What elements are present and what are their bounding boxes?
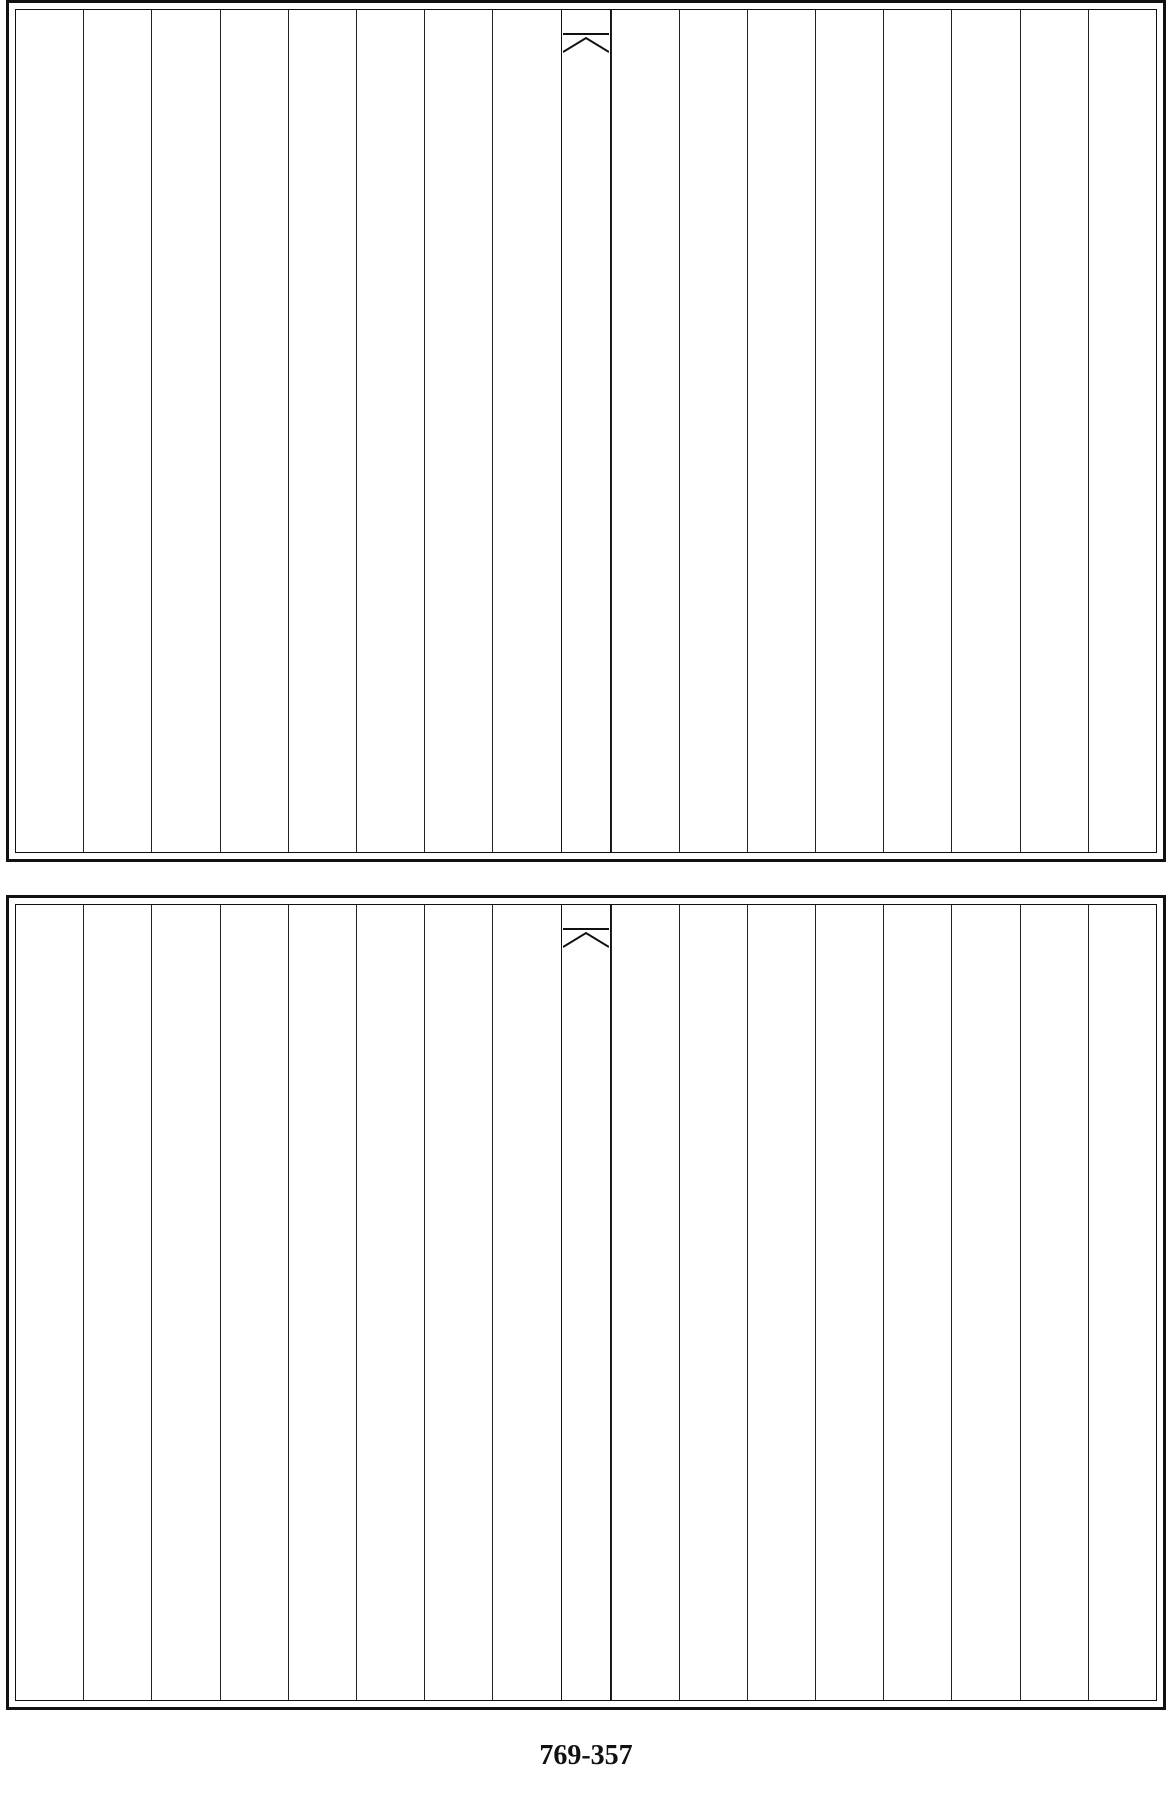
- text-column: [220, 905, 288, 1700]
- text-column: [815, 10, 883, 852]
- top-column-grid: [15, 9, 1157, 853]
- text-column: [951, 905, 1019, 1700]
- text-column: [679, 905, 747, 1700]
- text-column: [16, 905, 83, 1700]
- text-column: [151, 10, 219, 852]
- text-column: [424, 905, 492, 1700]
- page-number: 769-357: [539, 1740, 633, 1771]
- text-column: [1020, 905, 1088, 1700]
- text-column: [611, 905, 679, 1700]
- text-column: [83, 905, 151, 1700]
- text-column: [424, 10, 492, 852]
- bottom-half-page: [6, 895, 1166, 1710]
- text-column: [679, 10, 747, 852]
- text-column: [220, 10, 288, 852]
- text-column: [356, 10, 424, 852]
- text-column: [747, 905, 815, 1700]
- text-column: [883, 10, 951, 852]
- text-column: [815, 905, 883, 1700]
- fold-strip: [561, 905, 611, 1700]
- text-column: [951, 10, 1019, 852]
- text-column: [151, 905, 219, 1700]
- text-column: [1088, 905, 1156, 1700]
- text-column: [1088, 10, 1156, 852]
- fish-tail-icon: [563, 32, 609, 54]
- text-column: [492, 10, 560, 852]
- text-column: [747, 10, 815, 852]
- text-column: [83, 10, 151, 852]
- text-column: [288, 10, 356, 852]
- top-half-page: [6, 0, 1166, 862]
- text-column: [16, 10, 83, 852]
- text-column: [611, 10, 679, 852]
- fold-strip: [561, 10, 611, 852]
- text-column: [1020, 10, 1088, 852]
- text-column: [492, 905, 560, 1700]
- text-column: [288, 905, 356, 1700]
- fish-tail-icon: [563, 927, 609, 949]
- bottom-column-grid: [15, 904, 1157, 1701]
- text-column: [883, 905, 951, 1700]
- text-column: [356, 905, 424, 1700]
